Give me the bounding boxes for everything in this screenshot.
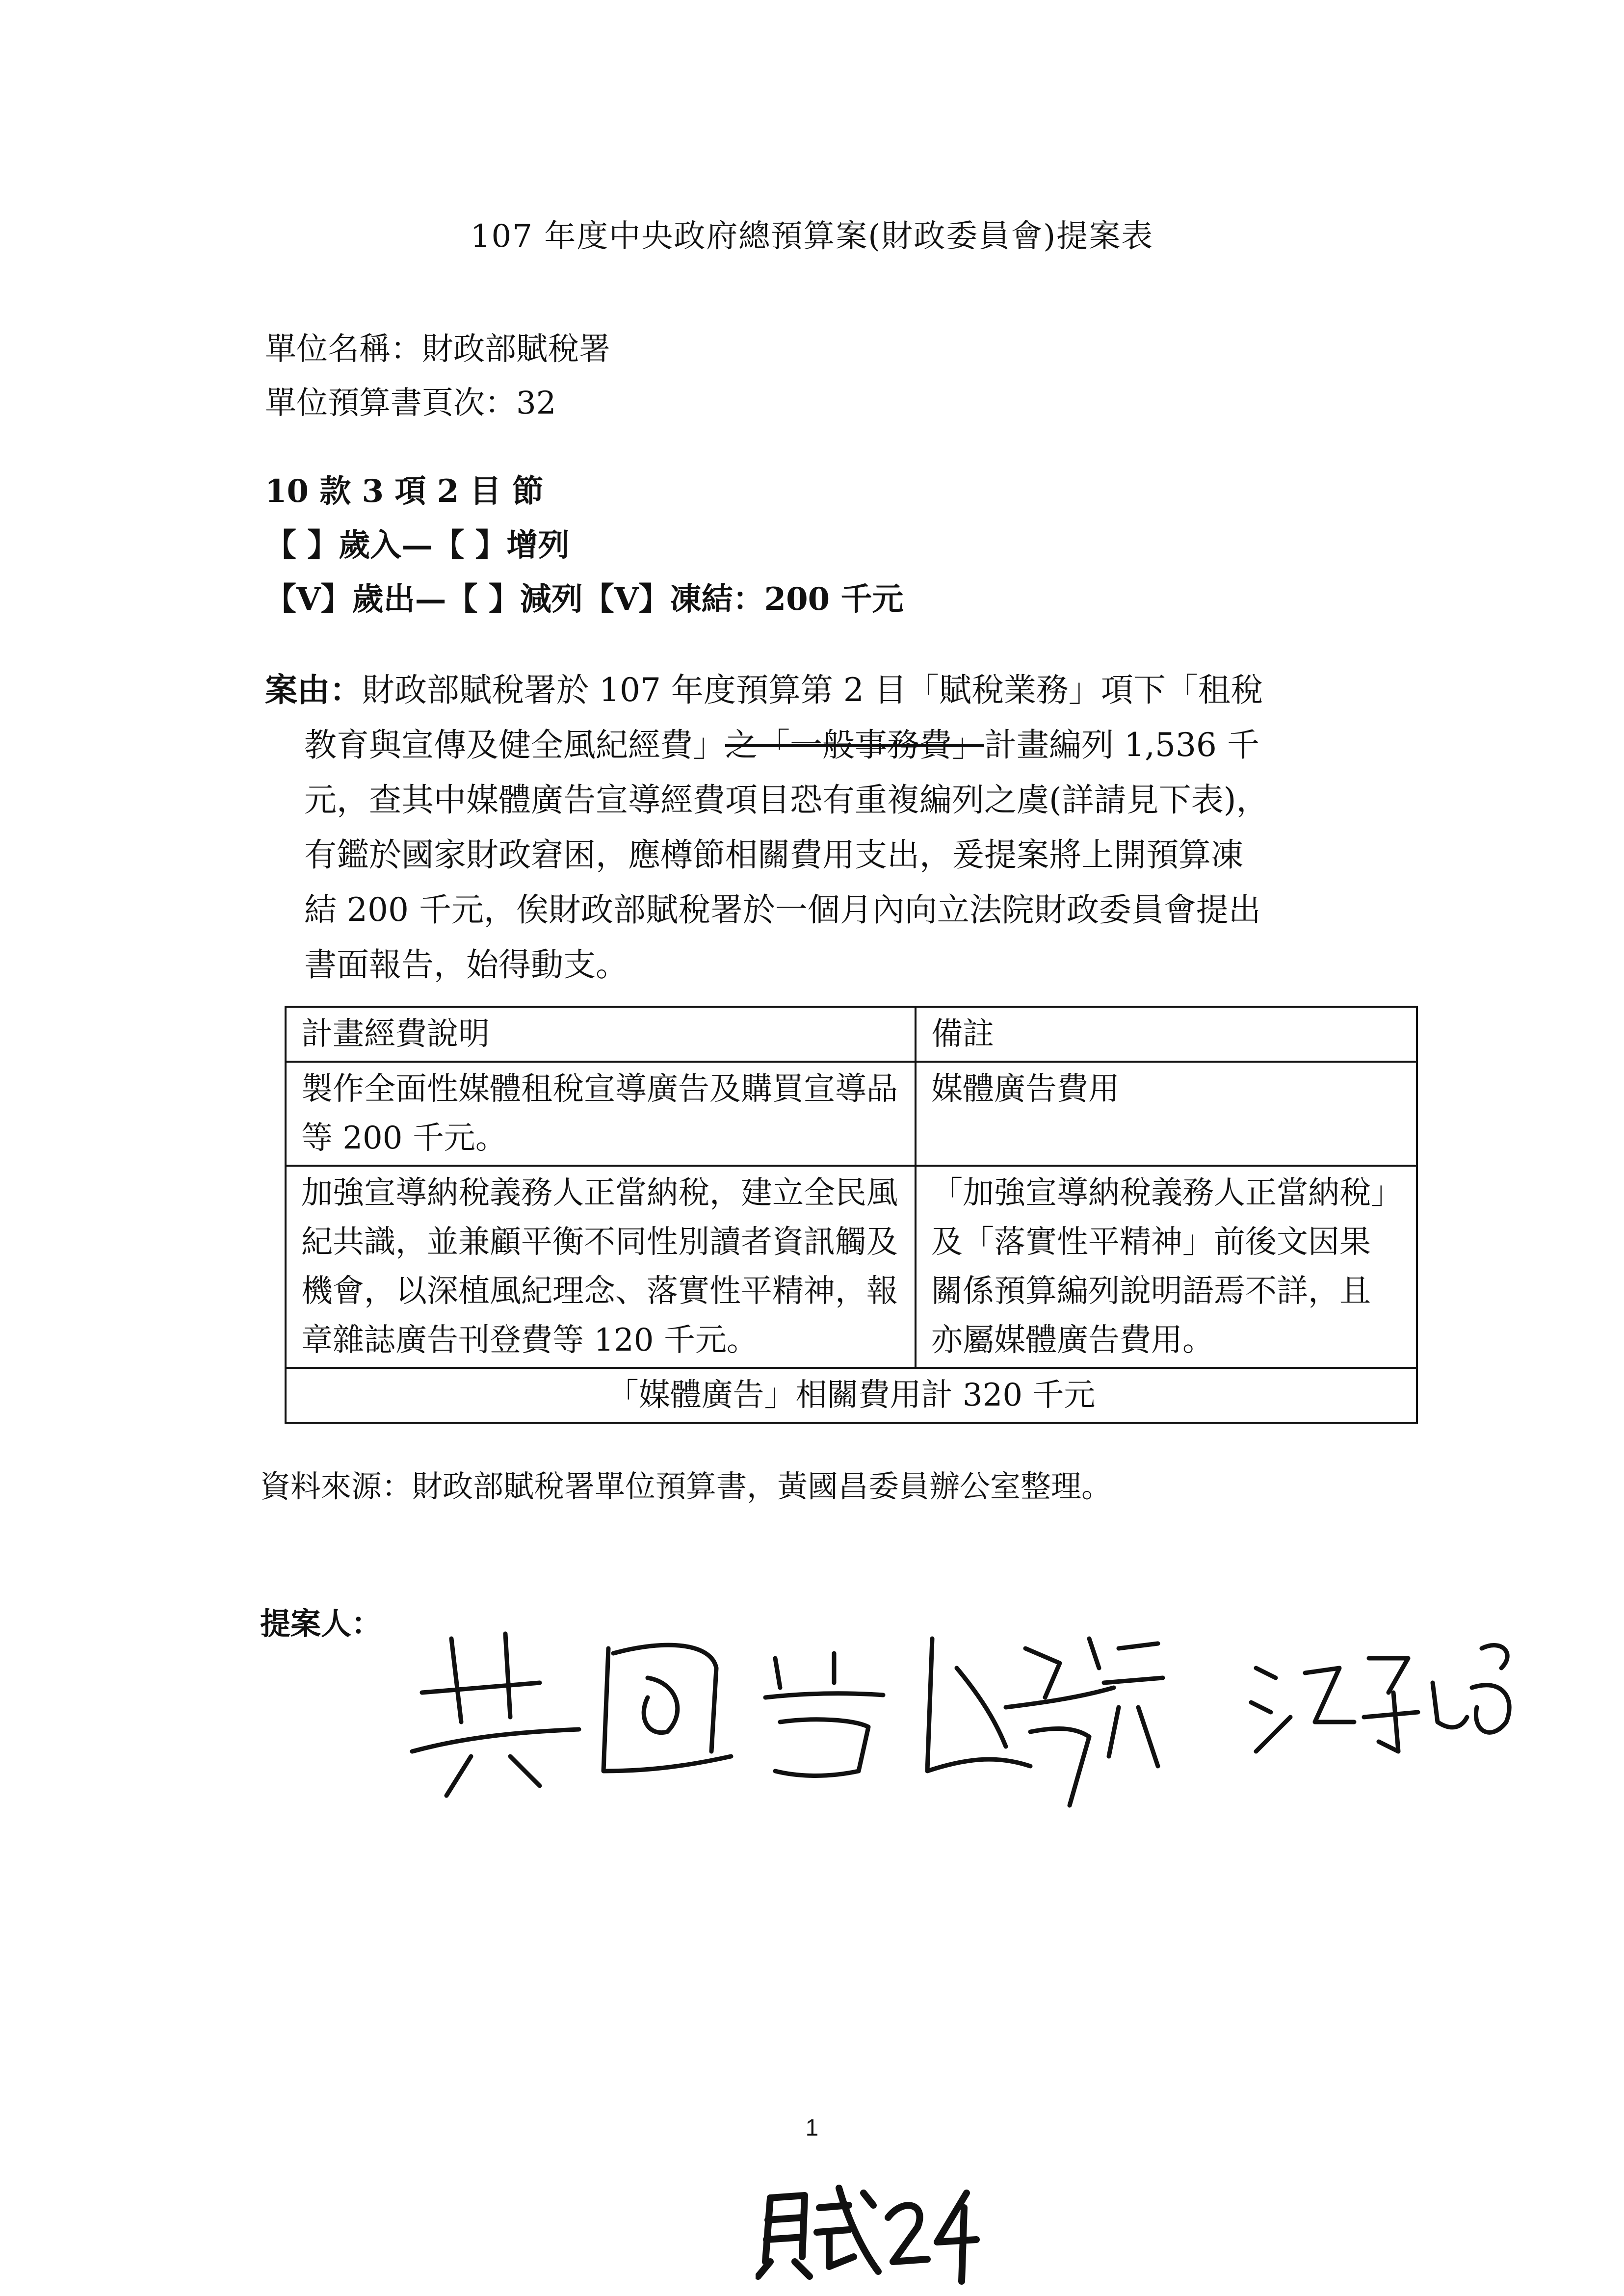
table-header-cell: 備註 [916,1007,1417,1062]
table-cell: 媒體廣告費用 [916,1062,1417,1166]
source-note: 資料來源：財政部賦稅署單位預算書，黃國昌委員辦公室整理。 [260,1468,1112,1504]
table-row [286,1166,1417,1368]
unit-name: 單位名稱：財政部賦稅署 [265,331,610,367]
table-header-row [286,1007,1417,1062]
document-title: 107 年度中央政府總預算案(財政委員會)提案表 [470,218,1154,255]
table-total-row [286,1368,1417,1423]
reason-text-d: 計畫編列 1,536 千 [984,726,1259,764]
budget-page: 單位預算書頁次：32 [265,385,556,421]
handwritten-signatures [393,1609,1521,1815]
table-cell: 加強宣導納稅義務人正當納稅，建立全民風紀共識，並兼顧平衡不同性別讀者資訊觸及機會，以深植風紀理念、落實性平精神，報章雜誌廣告刊登費等 120 千元。 [286,1166,916,1368]
reason-text-f: 有鑑於國家財政窘困，應樽節相關費用支出，爰提案將上開預算凍 [304,836,1243,874]
budget-table [285,1006,1418,1424]
reason-text-a: 財政部賦稅署於 107 年度預算第 2 目「賦稅業務」項下「租稅 [362,671,1263,709]
table-total-cell: 「媒體廣告」相關費用計 320 千元 [286,1368,1417,1423]
reason-text-g: 結 200 千元，俟財政部賦稅署於一個月內向立法院財政委員會提出 [304,891,1261,929]
reason-text-b: 教育與宣傳及健全風紀經費」 [304,726,725,764]
table-cell: 製作全面性媒體租稅宣導廣告及購買宣導品等 200 千元。 [286,1062,916,1166]
reason-text-h: 書面報告，始得動支。 [304,946,628,984]
page-number: 1 [805,2115,819,2141]
reason-text-e: 元，查其中媒體廣告宣導經費項目恐有重複編列之虞(詳請見下表)， [304,781,1269,819]
table-header-cell: 計畫經費說明 [286,1007,916,1062]
proposer-label: 提案人： [260,1606,382,1642]
reason-struck-text: 之「一般事務費」 [725,726,984,764]
reason-paragraph [265,662,1418,992]
expenditure-line: 【V】歲出—【 】減列【V】凍結：200 千元 [265,581,904,618]
table-row [286,1062,1417,1166]
revenue-line: 【 】歲入—【 】增列 [265,527,570,564]
section-line: 10 款 3 項 2 目 節 [265,473,544,510]
reason-label: 案由： [265,671,362,709]
handwritten-stamp-mark [756,2178,981,2286]
table-cell: 「加強宣導納稅義務人正當納稅」及「落實性平精神」前後文因果關係預算編列說明語焉不詳，且亦屬媒體廣告費用。 [916,1166,1417,1368]
